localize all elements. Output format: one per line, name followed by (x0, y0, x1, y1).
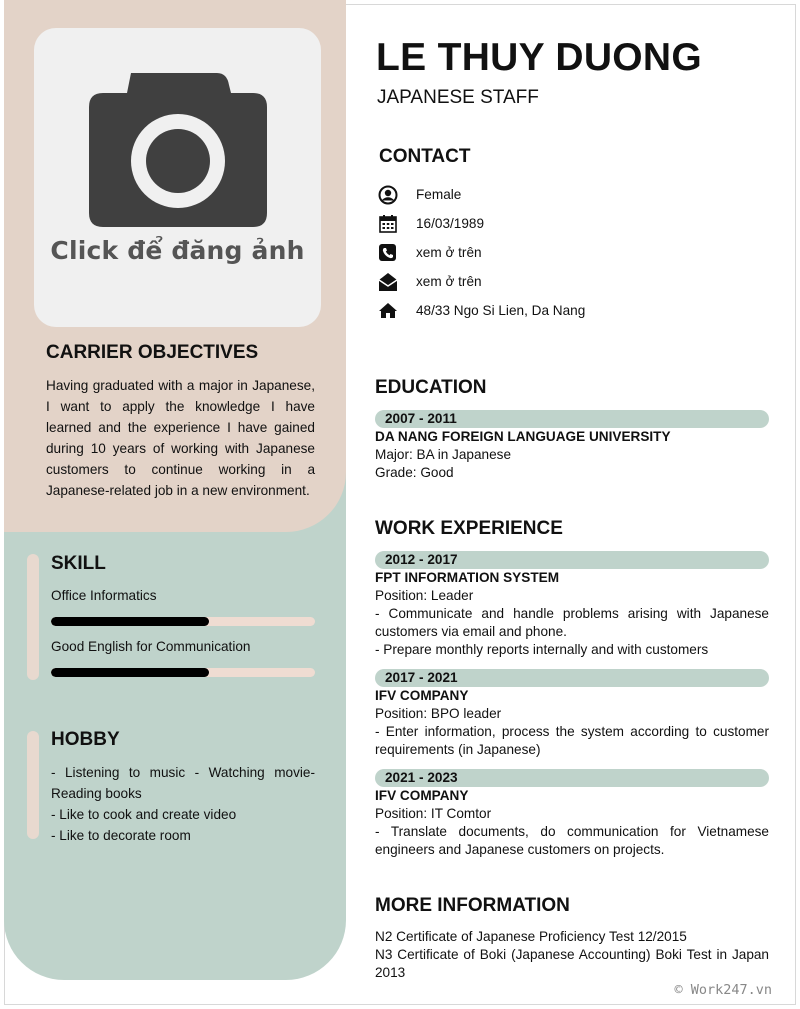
education-title: EDUCATION (375, 377, 487, 398)
contact-text: 48/33 Ngo Si Lien, Da Nang (416, 303, 586, 318)
skill-bar-office (51, 617, 315, 626)
phone-icon (378, 243, 398, 263)
candidate-role: JAPANESE STAFF (377, 87, 539, 108)
more-info-title: MORE INFORMATION (375, 895, 570, 916)
work-years: 2012 - 2017 (375, 551, 769, 569)
work-line: - Prepare monthly reports internally and with customers (375, 642, 709, 657)
watermark: © Work247.vn (674, 982, 772, 998)
work-line: - Enter information, process the system according to customer requirements (in Japanese) (375, 724, 769, 757)
education-line: Grade: Good (375, 465, 454, 480)
skill-bar-fill (51, 668, 209, 677)
contact-title: CONTACT (379, 146, 471, 167)
hobby-line: - Like to cook and create video (51, 807, 237, 822)
objectives-title: CARRIER OBJECTIVES (46, 342, 259, 363)
skill-side-bar (27, 554, 39, 680)
user-circle-icon (378, 185, 398, 205)
work-years: 2017 - 2021 (375, 669, 769, 687)
objectives-text: Having graduated with a major in Japanese, I want to apply the knowledge I have learned and the experience I have gained during 10 years of working with Japanese customers to continue working in a Japanese-related job in a new environment. (46, 378, 315, 498)
education-years: 2007 - 2011 (375, 410, 769, 428)
skill-bar-english (51, 668, 315, 677)
work-title: WORK EXPERIENCE (375, 518, 563, 539)
work-years: 2021 - 2023 (375, 769, 769, 787)
work-company: IFV COMPANY (375, 688, 469, 703)
contact-text: 16/03/1989 (416, 216, 485, 231)
camera-icon[interactable] (89, 73, 267, 227)
home-icon (378, 301, 398, 321)
work-line: - Translate documents, do communication for Vietnamese engineers and Japanese customers on projects. (375, 824, 769, 857)
contact-text: xem ở trên (416, 274, 482, 289)
work-company: IFV COMPANY (375, 788, 469, 803)
work-line: Position: BPO leader (375, 706, 502, 721)
calendar-icon (378, 214, 398, 234)
contact-text: Female (416, 187, 462, 202)
skill-bar-fill (51, 617, 209, 626)
hobby-line: - Like to decorate room (51, 828, 191, 843)
education-line: Major: BA in Japanese (375, 447, 512, 462)
work-line: Position: Leader (375, 588, 474, 603)
more-info-line: N3 Certificate of Boki (Japanese Accounting) Boki Test in Japan 2013 (375, 947, 769, 980)
hobby-line: - Listening to music - Watching movie- Reading books (51, 765, 315, 801)
work-line: Position: IT Comtor (375, 806, 492, 821)
skill-label: Office Informatics (51, 588, 157, 603)
work-line: - Communicate and handle problems arising with Japanese customers via email and phone. (375, 606, 769, 639)
more-info-line: N2 Certificate of Japanese Proficiency Test 12/2015 (375, 929, 687, 944)
education-school: DA NANG FOREIGN LANGUAGE UNIVERSITY (375, 429, 671, 444)
work-company: FPT INFORMATION SYSTEM (375, 570, 560, 585)
hobby-title: HOBBY (51, 729, 120, 750)
candidate-name: LE THUY DUONG (376, 36, 703, 79)
photo-upload-label[interactable]: Click để đăng ảnh (50, 236, 305, 265)
hobby-side-bar (27, 731, 39, 839)
skill-title: SKILL (51, 553, 106, 574)
skill-label: Good English for Communication (51, 639, 251, 654)
contact-text: xem ở trên (416, 245, 482, 260)
envelope-icon (378, 272, 398, 292)
